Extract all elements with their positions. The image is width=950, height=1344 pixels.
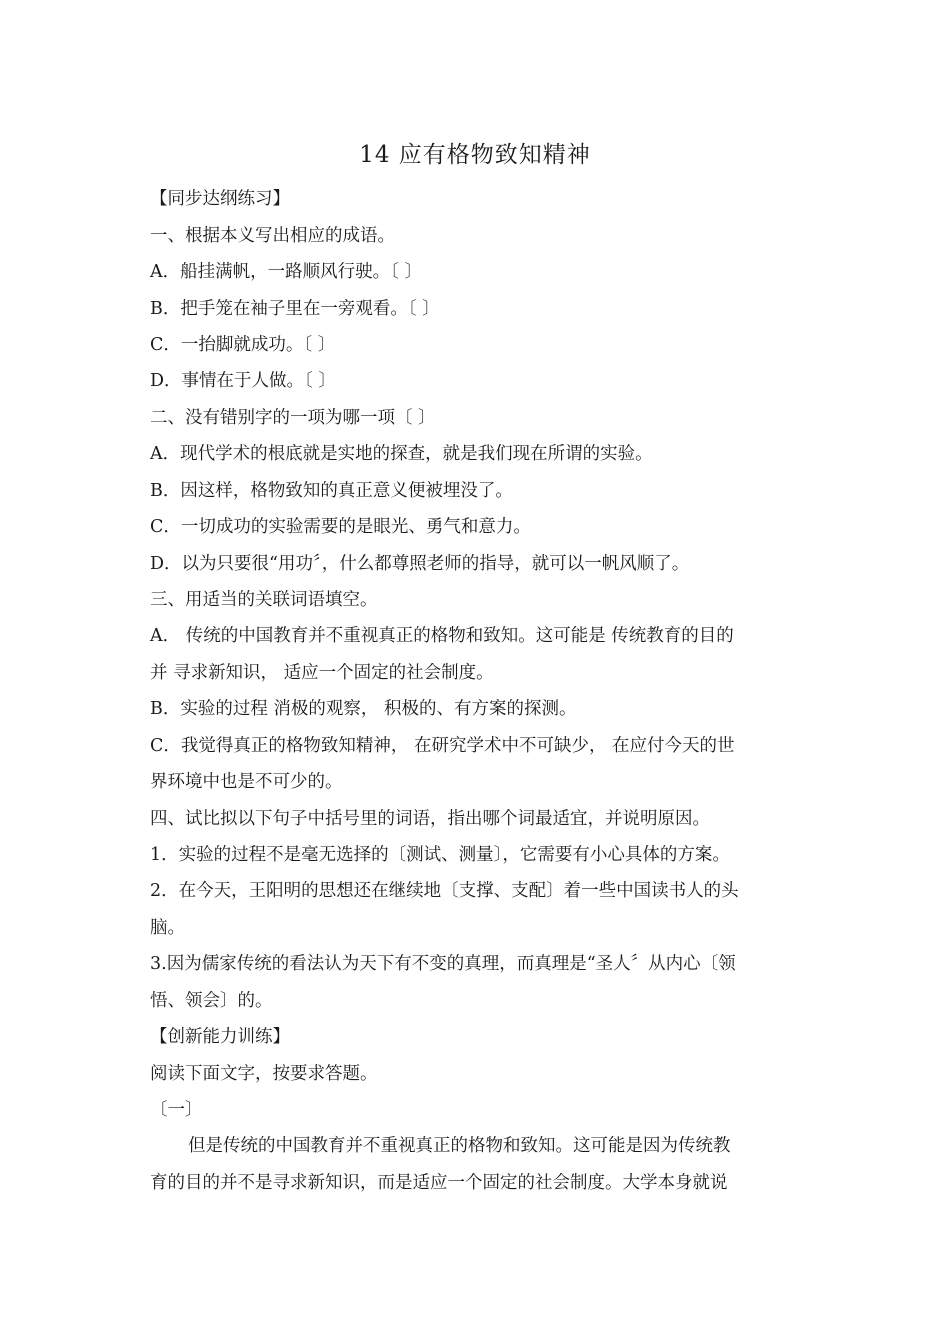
question-2-option-b: B．因这样，格物致知的真正意义便被埋没了。 (150, 481, 513, 501)
question-1-option-d: D．事情在于人做。〔 〕 (150, 371, 336, 391)
question-1-option-c: C．一抬脚就成功。〔 〕 (150, 335, 336, 355)
question-4-item-1: 1．实验的过程不是毫无选择的〔测试、测量〕，它需要有小心具体的方案。 (150, 845, 730, 865)
question-3-item-c-line-2: 界环境中也是不可少的。 (150, 772, 343, 792)
question-3-heading: 三、用适当的关联词语填空。 (150, 590, 378, 610)
question-2-option-d: D．以为只要很“用功〞，什么都尊照老师的指导，就可以一帆风顺了。 (150, 554, 690, 574)
reading-instruction: 阅读下面文字，按要求答题。 (150, 1064, 378, 1084)
question-4-item-3-line-2: 悟、领会〕的。 (150, 991, 273, 1011)
section-heading-innovation: 【创新能力训练】 (150, 1027, 290, 1047)
question-4-item-2-line-1: 2．在今天，王阳明的思想还在继续地〔支撑、支配〕着一些中国读书人的头 (150, 881, 739, 901)
passage-line-2: 育的目的并不是寻求新知识，而是适应一个固定的社会制度。大学本身就说 (150, 1173, 728, 1193)
question-2-option-a: A．现代学术的根底就是实地的探查，就是我们现在所谓的实验。 (150, 444, 653, 464)
question-4-item-2-line-2: 脑。 (150, 918, 185, 938)
question-4-item-3-line-1: 3.因为儒家传统的看法认为天下有不变的真理，而真理是“圣人〞从内心〔领 (150, 954, 736, 974)
question-1-option-b: B．把手笼在袖子里在一旁观看。〔 〕 (150, 299, 440, 319)
question-3-item-c-line-1: C．我觉得真正的格物致知精神， 在研究学术中不可缺少， 在应付今天的世 (150, 736, 735, 756)
question-3-item-a-line-1: A． 传统的中国教育并不重视真正的格物和致知。这可能是 传统教育的目的 (150, 626, 734, 646)
passage-line-1: 但是传统的中国教育并不重视真正的格物和致知。这可能是因为传统教 (188, 1136, 731, 1156)
question-2-heading: 二、没有错别字的一项为哪一项〔 〕 (150, 408, 436, 428)
question-3-item-b: B．实验的过程 消极的观察， 积极的、有方案的探测。 (150, 699, 577, 719)
passage-label: 〔一〕 (150, 1100, 203, 1120)
question-3-item-a-line-2: 并 寻求新知识， 适应一个固定的社会制度。 (150, 663, 494, 683)
section-heading-sync: 【同步达纲练习】 (150, 189, 290, 209)
question-4-heading: 四、试比拟以下句子中括号里的词语，指出哪个词最适宜，并说明原因。 (150, 809, 710, 829)
question-1-option-a: A．船挂满帆，一路顺风行驶。〔 〕 (150, 262, 422, 282)
page-title: 14 应有格物致知精神 (359, 142, 591, 168)
question-1-heading: 一、根据本义写出相应的成语。 (150, 226, 395, 246)
question-2-option-c: C．一切成功的实验需要的是眼光、勇气和意力。 (150, 517, 531, 537)
